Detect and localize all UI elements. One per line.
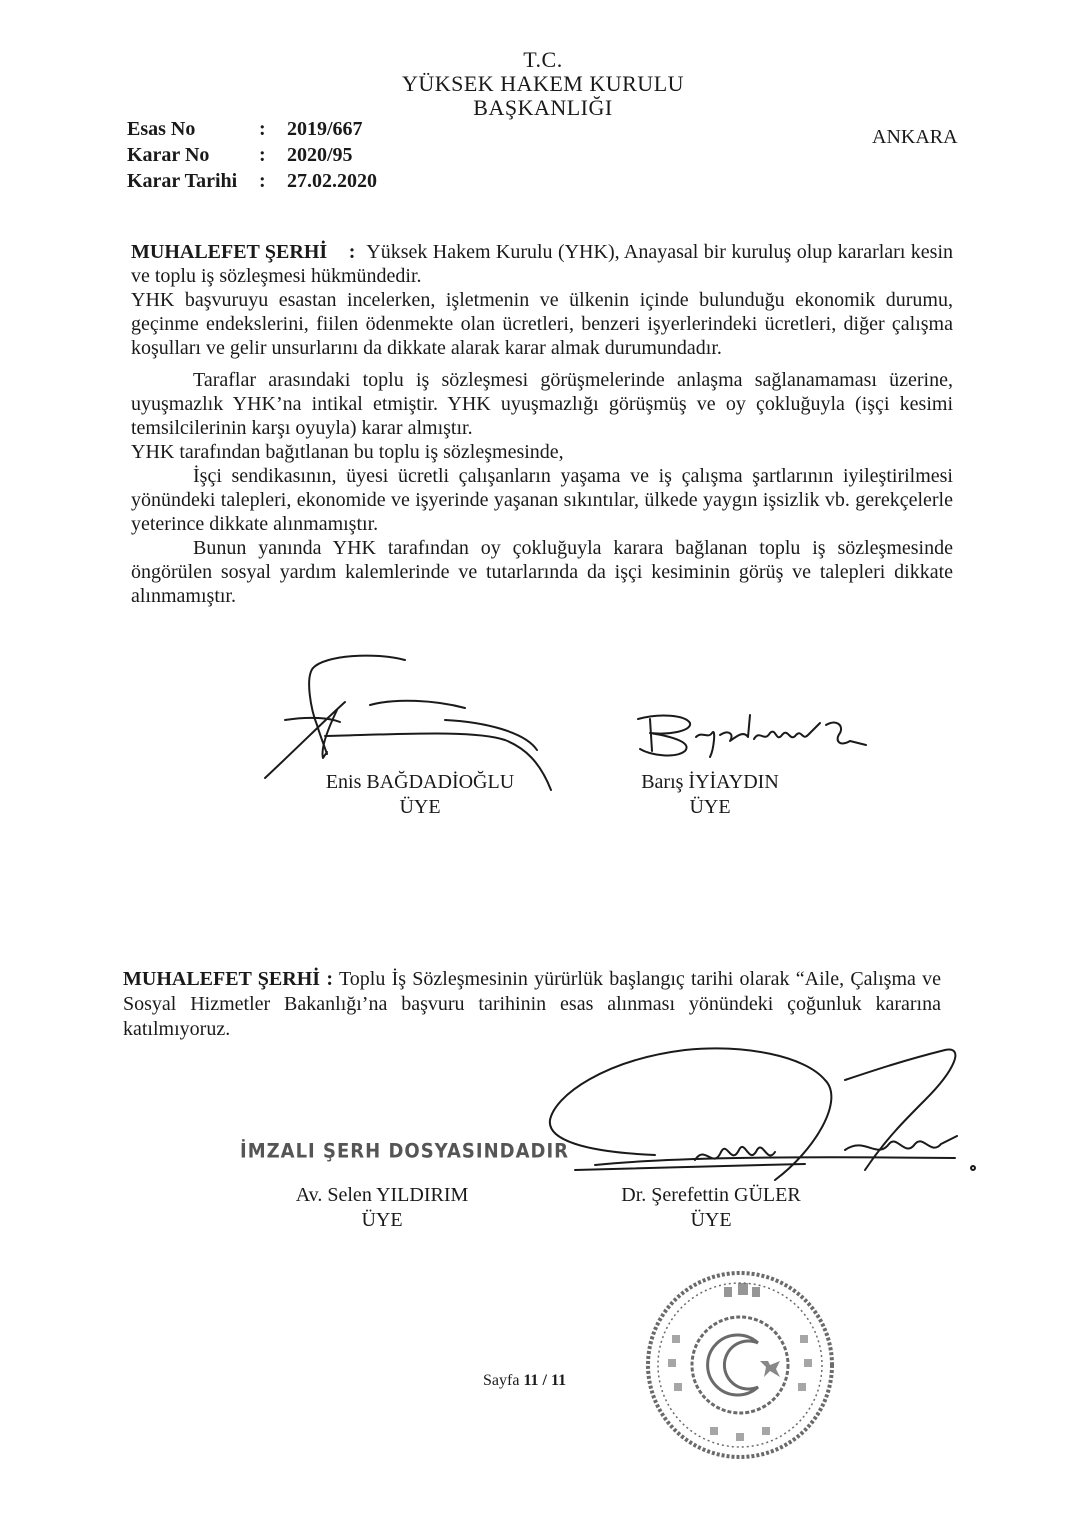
signatory-3-role: ÜYE — [361, 1209, 403, 1231]
dissent-1 — [131, 240, 953, 608]
tarih-row — [127, 168, 377, 194]
signed-annotation-stamp: İMZALI ŞERH DOSYASINDADIR — [240, 1139, 570, 1164]
header-presidency: BAŞKANLIĞI — [473, 95, 613, 120]
dissent-2 — [123, 967, 941, 1042]
signature-guler — [545, 1040, 985, 1200]
signatory-4 — [596, 1183, 826, 1233]
signatory-1 — [290, 770, 550, 820]
signature-iyiaydin — [630, 705, 890, 765]
header-tc: T.C. — [523, 47, 563, 72]
page-footer — [483, 1372, 566, 1390]
dissent-1-p6: Bunun yanında YHK tarafından oy çokluğuyla karara bağlanan toplu iş sözleşmesinde öngörülen sosyal yardım kalemlerinde ve tutarlarında da işçi kesiminin görüş ve talepleri dikkate alınmamıştır. — [131, 537, 953, 607]
tarih-label: Karar Tarihi — [127, 170, 238, 192]
tarih-colon: : — [259, 170, 266, 192]
case-metadata — [127, 116, 377, 194]
karar-row — [127, 142, 377, 168]
dissent-1-p1: Yüksek Hakem Kurulu (YHK), Anayasal bir kuruluş olup kararları kesin ve toplu iş sözleşmesi hükmündedir. — [131, 241, 954, 287]
signatory-3-name: Av. Selen YILDIRIM — [295, 1184, 469, 1206]
karar-label: Karar No — [127, 144, 210, 166]
dissent-2-text: Toplu İş Sözleşmesinin yürürlük başlangıç tarihi olarak “Aile, Çalışma ve Sosyal Hizmetler Bakanlığı’na başvuru tarihinin esas alınması yönündeki çoğunluk kararına katılmıyoruz. — [123, 968, 942, 1040]
dissent-1-p2: YHK başvuruyu esastan incelerken, işletmenin ve ülkenin içinde bulunduğu ekonomik durumu, geçinme endekslerini, fiilen ödenmekte olan ücretleri, benzeri işyerlerindeki ücretleri, diğer çalışma koşulları ve gelir unsurlarını da dikkate alarak karar almak durumundadır. — [131, 289, 953, 359]
page-prefix: Sayfa — [483, 1372, 520, 1389]
signatory-3 — [262, 1183, 502, 1233]
signatory-2-name: Barış İYİAYDIN — [641, 771, 779, 793]
dissent-2-heading: MUHALEFET ŞERHİ — [123, 968, 321, 990]
header-institution: YÜKSEK HAKEM KURULU — [401, 71, 685, 96]
esas-row — [127, 116, 377, 142]
signatory-4-name: Dr. Şerefettin GÜLER — [621, 1184, 801, 1206]
karar-value: 2020/95 — [287, 144, 353, 166]
karar-colon: : — [259, 144, 266, 166]
dissent-1-p4: YHK tarafından bağıtlanan bu toplu iş sözleşmesinde, — [131, 441, 564, 463]
esas-label: Esas No — [127, 118, 196, 140]
signatory-2-role: ÜYE — [689, 796, 731, 818]
esas-colon: : — [259, 118, 266, 140]
dissent-1-heading: MUHALEFET ŞERHİ — [131, 241, 328, 263]
official-seal — [640, 1265, 840, 1465]
page-number: 11 / 11 — [523, 1372, 567, 1389]
header-city: ANKARA — [872, 126, 958, 148]
header-block — [343, 48, 743, 120]
dissent-1-p5: İşçi sendikasının, üyesi ücretli çalışanların yaşama ve iş çalışma şartlarının iyileştirilmesi yönündeki talepleri, ekonomide ve işyerinde yaşanan sıkıntılar, ülkede yaygın işsizlik vb. gerekçelerle yeterince dikkate alınmamıştır. — [131, 465, 953, 535]
dissent-1-colon: : — [348, 241, 356, 263]
esas-value: 2019/667 — [287, 118, 363, 140]
signatory-1-name: Enis BAĞDADİOĞLU — [325, 771, 515, 793]
tarih-value: 27.02.2020 — [287, 170, 377, 192]
dissent-2-colon: : — [326, 968, 334, 990]
signatory-2 — [600, 770, 820, 820]
dissent-1-p3: Taraflar arasındaki toplu iş sözleşmesi görüşmelerinde anlaşma sağlanamaması üzerine, uyuşmazlık YHK’na intikal etmiştir. YHK uyuşmazlığı görüşmüş ve oy çokluğuyla (işçi kesimi temsilcilerinin karşı oyuyla) karar almıştır. — [131, 369, 953, 439]
signatory-1-role: ÜYE — [399, 796, 441, 818]
signatory-4-role: ÜYE — [690, 1209, 732, 1231]
